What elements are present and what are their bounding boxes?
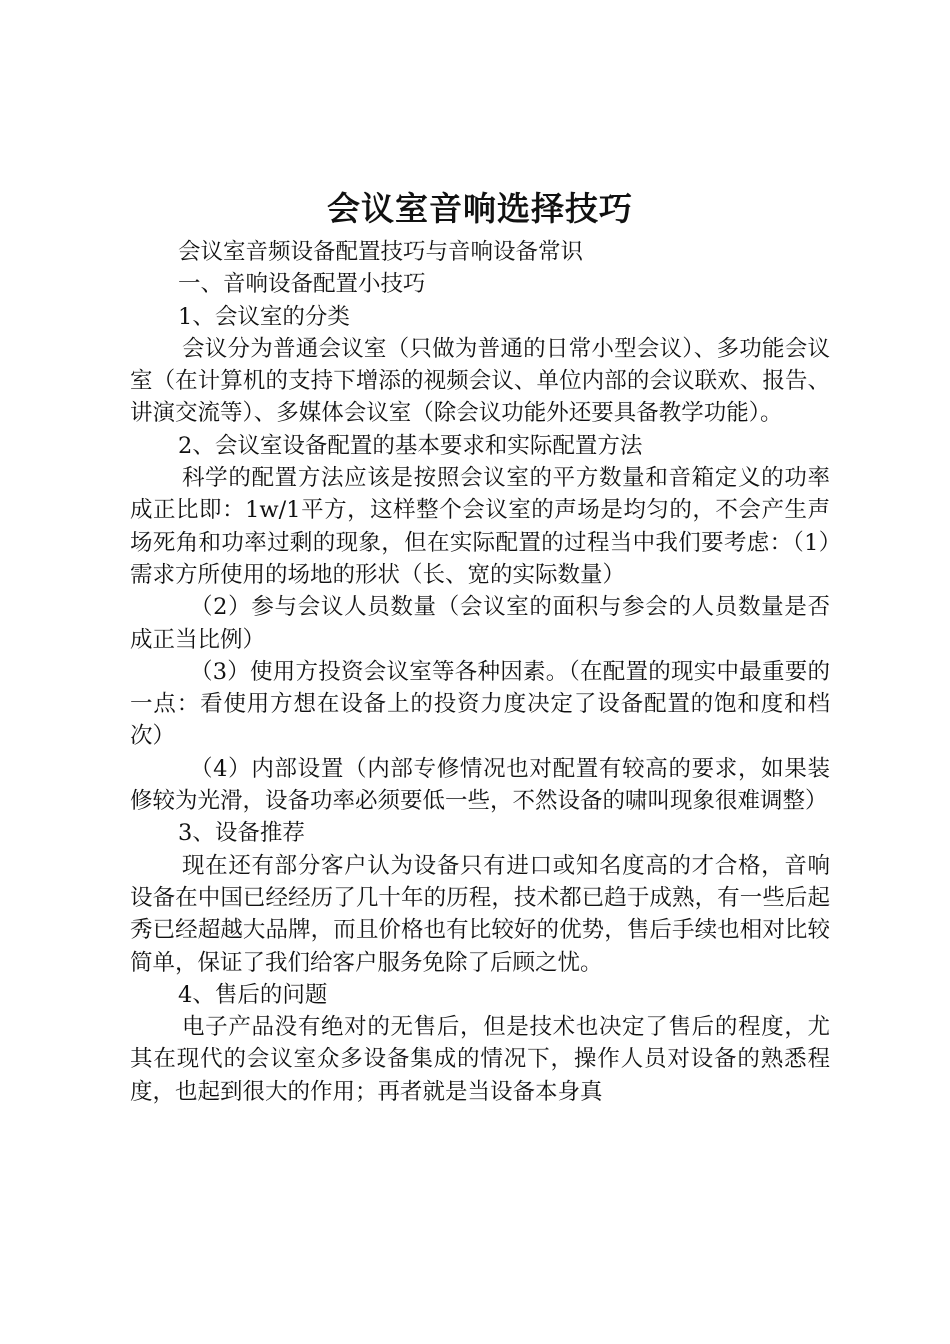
paragraph-classification: 会议分为普通会议室（只做为普通的日常小型会议）、多功能会议室（在计算机的支持下增添的视频会议、单位内部的会议联欢、报告、讲演交流等）、多媒体会议室（除会议功能外还要具备教学功能）。 — [130, 335, 830, 427]
paragraph-configuration: 科学的配置方法应该是按照会议室的平方数量和音箱定义的功率成正比即：1w/1平方，这样整个会议室的声场是均匀的，不会产生声场死角和功率过剩的现象，但在实际配置的过程当中我们要考虑：（1）需求方所使用的场地的形状（长、宽的实际数量） — [130, 465, 830, 588]
subheading-classification: 1、会议室的分类 — [178, 303, 350, 330]
paragraph-after-sales: 电子产品没有绝对的无售后，但是技术也决定了售后的程度，尤其在现代的会议室众多设备集成的情况下，操作人员对设备的熟悉程度，也起到很大的作用；再者就是当设备本身真 — [130, 1014, 830, 1105]
document-title: 会议室音响选择技巧 — [327, 189, 633, 228]
subtitle: 会议室音频设备配置技巧与音响设备常识 — [178, 239, 584, 265]
subheading-recommendation: 3、设备推荐 — [178, 820, 305, 847]
paragraph-item-4: （4）内部设置（内部专修情况也对配置有较高的要求，如果装修较为光滑，设备功率必须要低一些，不然设备的啸叫现象很难调整） — [130, 755, 830, 815]
paragraph-recommendation: 现在还有部分客户认为设备只有进口或知名度高的才合格，音响设备在中国已经经历了几十年的历程，技术都已趋于成熟，有一些后起秀已经超越大品牌，而且价格也有比较好的优势，售后手续也相对比较简单，保证了我们给客户服务免除了后顾之忧。 — [130, 852, 830, 976]
section-heading-1: 一、音响设备配置小技巧 — [178, 271, 426, 298]
paragraph-item-2: （2）参与会议人员数量（会议室的面积与参会的人员数量是否成正当比例） — [130, 594, 830, 653]
paragraph-item-3: （3）使用方投资会议室等各种因素。（在配置的现实中最重要的一点：看使用方想在设备上的投资力度决定了设备配置的饱和度和档次） — [130, 658, 830, 750]
subheading-configuration: 2、会议室设备配置的基本要求和实际配置方法 — [178, 432, 643, 459]
document-body — [130, 236, 830, 1108]
subheading-after-sales: 4、售后的问题 — [178, 981, 328, 1008]
